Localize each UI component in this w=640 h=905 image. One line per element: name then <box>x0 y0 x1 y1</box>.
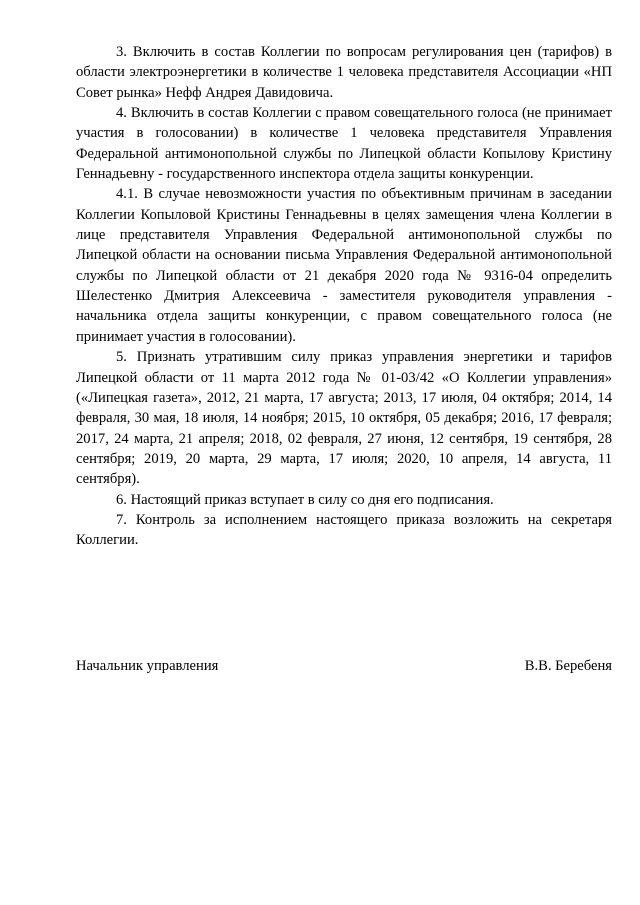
paragraph-item-4-1: 4.1. В случае невозможности участия по объективным причинам в заседании Коллегии Копыловой Кристины Геннадьевны в целях замещения члена Коллегии в лице представителя Управления Федеральной антимонопольной службы по Липецкой области на основании письма Управления Федеральной антимонопольной службы по Липецкой области от 21 декабря 2020 года № 9316-04 определить Шелестенко Дмитрия Алексеевича - заместителя руководителя управления - начальника отдела защиты конкуренции, с правом совещательного голоса (не принимает участия в голосовании). <box>76 186 612 345</box>
signature-block <box>76 656 612 678</box>
paragraph-item-6: 6. Настоящий приказ вступает в силу со дня его подписания. <box>116 491 494 508</box>
paragraph-item-5: 5. Признать утратившим силу приказ управления энергетики и тарифов Липецкой области от 11 марта 2012 года № 01-03/42 «О Коллегии управления» («Липецкая газета», 2012, 21 марта, 17 августа; 2013, 17 июля, 04 октября; 2014, 14 февраля, 30 мая, 18 июля, 14 ноября; 2015, 10 октября, 05 декабря; 2016, 17 февраля; 2017, 24 марта, 21 апреля; 2018, 02 февраля, 27 июня, 12 сентября, 19 сентября, 28 сентября; 2019, 20 марта, 29 марта, 17 июля; 2020, 10 апреля, 14 августа, 11 сентября). <box>76 349 612 488</box>
paragraph-item-3: 3. Включить в состав Коллегии по вопросам регулирования цен (тарифов) в области электроэнергетики в количестве 1 человека представителя Ассоциации «НП Совет рынка» Нефф Андрея Давидовича. <box>76 44 612 101</box>
paragraph-item-7: 7. Контроль за исполнением настоящего приказа возложить на секретаря Коллегии. <box>76 511 612 549</box>
document-body <box>76 42 612 551</box>
paragraph-item-4: 4. Включить в состав Коллегии с правом совещательного голоса (не принимает участия в голосовании) в количестве 1 человека представителя Управления Федеральной антимонопольной службы по Липецкой области Копылову Кристину Геннадьевну - государственного инспектора отдела защиты конкуренции. <box>76 105 612 183</box>
signatory-position: Начальник управления <box>76 658 219 674</box>
signatory-name: В.В. Беребеня <box>524 658 612 674</box>
